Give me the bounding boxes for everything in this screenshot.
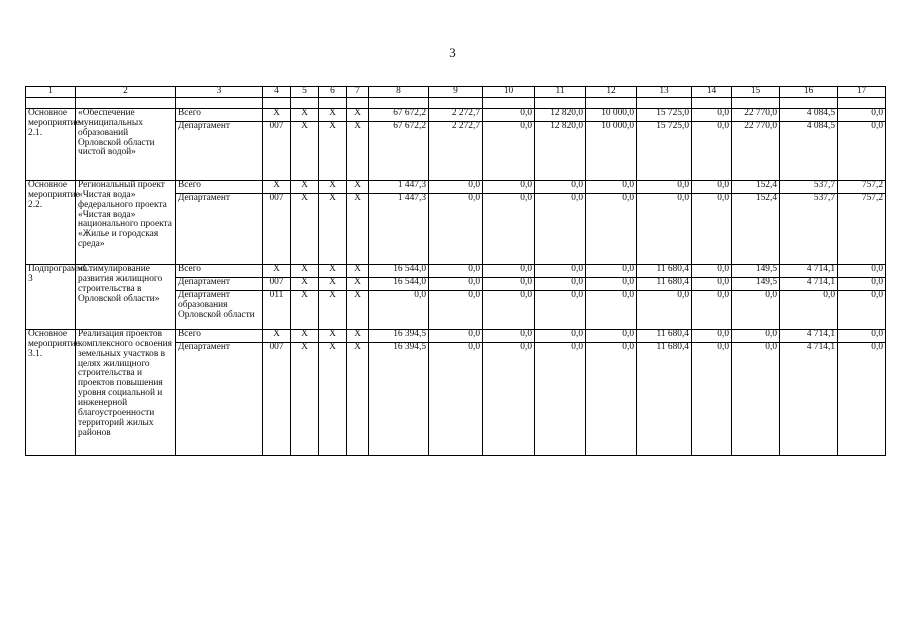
code-cell: 007 [263, 121, 291, 180]
amount-cell: 0,0 [838, 121, 886, 180]
amount-cell: 2 272,7 [429, 108, 483, 121]
code-cell: X [263, 264, 291, 277]
amount-cell: 10 000,0 [586, 121, 637, 180]
empty-cell [429, 97, 483, 108]
code-cell: X [347, 342, 369, 455]
code-cell: X [291, 108, 319, 121]
amount-cell: 16 394,5 [369, 329, 429, 342]
amount-cell: 0,0 [429, 342, 483, 455]
amount-cell: 16 544,0 [369, 264, 429, 277]
code-cell: X [347, 329, 369, 342]
table-row [26, 329, 886, 342]
amount-cell: 0,0 [732, 342, 780, 455]
amount-cell: 22 770,0 [732, 121, 780, 180]
table-row [26, 180, 886, 193]
executor-cell: Департамент [176, 121, 263, 180]
code-cell: X [291, 180, 319, 193]
amount-cell: 0,0 [586, 329, 637, 342]
amount-cell: 0,0 [838, 290, 886, 329]
measure-name-cell: Основное мероприятие 2.1. [26, 108, 76, 180]
code-cell: X [347, 290, 369, 329]
amount-cell: 67 672,2 [369, 108, 429, 121]
amount-cell: 0,0 [732, 329, 780, 342]
amount-cell: 0,0 [838, 277, 886, 290]
empty-cell [319, 97, 347, 108]
amount-cell: 4 084,5 [780, 121, 838, 180]
amount-cell: 149,5 [732, 264, 780, 277]
amount-cell: 12 820,0 [535, 108, 586, 121]
amount-cell: 1 447,3 [369, 180, 429, 193]
amount-cell: 0,0 [483, 180, 535, 193]
column-header: 2 [76, 87, 176, 98]
amount-cell: 11 680,4 [637, 264, 692, 277]
amount-cell: 0,0 [483, 264, 535, 277]
empty-cell [586, 97, 637, 108]
code-cell: X [347, 277, 369, 290]
empty-cell [76, 97, 176, 108]
empty-cell [369, 97, 429, 108]
amount-cell: 0,0 [586, 193, 637, 264]
amount-cell: 0,0 [838, 329, 886, 342]
column-header: 15 [732, 87, 780, 98]
code-cell: X [291, 121, 319, 180]
amount-cell: 67 672,2 [369, 121, 429, 180]
column-header: 16 [780, 87, 838, 98]
amount-cell: 0,0 [586, 342, 637, 455]
amount-cell: 0,0 [838, 264, 886, 277]
amount-cell: 22 770,0 [732, 108, 780, 121]
amount-cell: 12 820,0 [535, 121, 586, 180]
amount-cell: 0,0 [692, 277, 732, 290]
amount-cell: 0,0 [483, 290, 535, 329]
amount-cell: 16 544,0 [369, 277, 429, 290]
amount-cell: 1 447,3 [369, 193, 429, 264]
executor-cell: Департамент образования Орловской области [176, 290, 263, 329]
measure-name-cell: Подпрограмма 3 [26, 264, 76, 329]
code-cell: X [291, 290, 319, 329]
code-cell: X [319, 193, 347, 264]
amount-cell: 0,0 [586, 277, 637, 290]
amount-cell: 0,0 [586, 290, 637, 329]
amount-cell: 0,0 [483, 329, 535, 342]
code-cell: X [263, 108, 291, 121]
code-cell: 007 [263, 342, 291, 455]
amount-cell: 152,4 [732, 180, 780, 193]
amount-cell: 0,0 [838, 342, 886, 455]
empty-cell [637, 97, 692, 108]
spacer-row [26, 97, 886, 108]
code-cell: X [291, 342, 319, 455]
amount-cell: 16 394,5 [369, 342, 429, 455]
amount-cell: 4 714,1 [780, 264, 838, 277]
executor-cell: Всего [176, 329, 263, 342]
amount-cell: 149,5 [732, 277, 780, 290]
empty-cell [176, 97, 263, 108]
amount-cell: 0,0 [429, 264, 483, 277]
column-header: 13 [637, 87, 692, 98]
code-cell: X [319, 342, 347, 455]
measure-description-cell: «Стимулирование развития жилищного строительства в Орловской области» [76, 264, 176, 329]
amount-cell: 11 680,4 [637, 329, 692, 342]
column-header: 17 [838, 87, 886, 98]
empty-cell [347, 97, 369, 108]
code-cell: X [347, 108, 369, 121]
amount-cell: 757,2 [838, 193, 886, 264]
amount-cell: 0,0 [838, 108, 886, 121]
code-cell: X [291, 264, 319, 277]
column-header: 1 [26, 87, 76, 98]
amount-cell: 0,0 [535, 329, 586, 342]
budget-table [25, 86, 886, 456]
executor-cell: Всего [176, 264, 263, 277]
column-header: 4 [263, 87, 291, 98]
code-cell: X [347, 193, 369, 264]
empty-cell [838, 97, 886, 108]
amount-cell: 4 714,1 [780, 342, 838, 455]
amount-cell: 0,0 [483, 193, 535, 264]
column-header: 8 [369, 87, 429, 98]
empty-cell [291, 97, 319, 108]
amount-cell: 0,0 [483, 342, 535, 455]
code-cell: X [347, 264, 369, 277]
executor-cell: Всего [176, 180, 263, 193]
amount-cell: 0,0 [692, 108, 732, 121]
column-header: 7 [347, 87, 369, 98]
amount-cell: 0,0 [535, 193, 586, 264]
empty-cell [26, 97, 76, 108]
amount-cell: 0,0 [429, 329, 483, 342]
amount-cell: 0,0 [535, 290, 586, 329]
executor-cell: Департамент [176, 277, 263, 290]
amount-cell: 15 725,0 [637, 108, 692, 121]
amount-cell: 15 725,0 [637, 121, 692, 180]
code-cell: X [263, 180, 291, 193]
empty-cell [692, 97, 732, 108]
column-header: 3 [176, 87, 263, 98]
code-cell: X [347, 180, 369, 193]
amount-cell: 0,0 [483, 277, 535, 290]
column-header: 11 [535, 87, 586, 98]
amount-cell: 0,0 [586, 264, 637, 277]
amount-cell: 10 000,0 [586, 108, 637, 121]
empty-cell [732, 97, 780, 108]
amount-cell: 0,0 [692, 290, 732, 329]
code-cell: X [319, 277, 347, 290]
column-header: 9 [429, 87, 483, 98]
amount-cell: 0,0 [535, 342, 586, 455]
amount-cell: 0,0 [429, 193, 483, 264]
code-cell: X [291, 277, 319, 290]
amount-cell: 757,2 [838, 180, 886, 193]
measure-description-cell: Региональный проект «Чистая вода» федерального проекта «Чистая вода» национального проекта «Жилье и городская среда» [76, 180, 176, 264]
amount-cell: 0,0 [429, 277, 483, 290]
measure-description-cell: Реализация проектов комплексного освоения земельных участков в целях жилищного строительства и проектов повышения уровня социальной и инженерной благоустроенности территорий жилых районов [76, 329, 176, 455]
amount-cell: 0,0 [692, 264, 732, 277]
amount-cell: 0,0 [535, 180, 586, 193]
code-cell: X [291, 329, 319, 342]
table-row [26, 108, 886, 121]
amount-cell: 0,0 [535, 264, 586, 277]
amount-cell: 0,0 [692, 180, 732, 193]
measure-name-cell: Основное мероприятие 2.2. [26, 180, 76, 264]
executor-cell: Департамент [176, 193, 263, 264]
amount-cell: 0,0 [637, 193, 692, 264]
amount-cell: 0,0 [369, 290, 429, 329]
code-cell: X [319, 180, 347, 193]
code-cell: 011 [263, 290, 291, 329]
amount-cell: 537,7 [780, 193, 838, 264]
amount-cell: 4 084,5 [780, 108, 838, 121]
empty-cell [780, 97, 838, 108]
code-cell: 007 [263, 277, 291, 290]
amount-cell: 0,0 [692, 193, 732, 264]
measure-name-cell: Основное мероприятие 3.1. [26, 329, 76, 455]
code-cell: X [319, 121, 347, 180]
amount-cell: 4 714,1 [780, 277, 838, 290]
header-row [26, 87, 886, 98]
code-cell: X [263, 329, 291, 342]
table-row [26, 264, 886, 277]
amount-cell: 0,0 [429, 180, 483, 193]
amount-cell: 0,0 [637, 180, 692, 193]
amount-cell: 0,0 [535, 277, 586, 290]
amount-cell: 11 680,4 [637, 342, 692, 455]
column-header: 10 [483, 87, 535, 98]
page-number: 3 [449, 45, 456, 60]
amount-cell: 0,0 [637, 290, 692, 329]
amount-cell: 0,0 [586, 180, 637, 193]
amount-cell: 0,0 [732, 290, 780, 329]
amount-cell: 0,0 [692, 342, 732, 455]
amount-cell: 2 272,7 [429, 121, 483, 180]
amount-cell: 0,0 [483, 121, 535, 180]
amount-cell: 0,0 [780, 290, 838, 329]
amount-cell: 0,0 [692, 329, 732, 342]
code-cell: X [291, 193, 319, 264]
code-cell: X [347, 121, 369, 180]
amount-cell: 11 680,4 [637, 277, 692, 290]
amount-cell: 4 714,1 [780, 329, 838, 342]
empty-cell [263, 97, 291, 108]
code-cell: X [319, 290, 347, 329]
amount-cell: 537,7 [780, 180, 838, 193]
amount-cell: 0,0 [692, 121, 732, 180]
column-header: 12 [586, 87, 637, 98]
amount-cell: 0,0 [429, 290, 483, 329]
column-header: 5 [291, 87, 319, 98]
empty-cell [535, 97, 586, 108]
measure-description-cell: «Обеспечение муниципальных образований Орловской области чистой водой» [76, 108, 176, 180]
amount-cell: 152,4 [732, 193, 780, 264]
code-cell: 007 [263, 193, 291, 264]
executor-cell: Всего [176, 108, 263, 121]
code-cell: X [319, 329, 347, 342]
amount-cell: 0,0 [483, 108, 535, 121]
column-header: 6 [319, 87, 347, 98]
column-header: 14 [692, 87, 732, 98]
empty-cell [483, 97, 535, 108]
code-cell: X [319, 264, 347, 277]
executor-cell: Департамент [176, 342, 263, 455]
code-cell: X [319, 108, 347, 121]
